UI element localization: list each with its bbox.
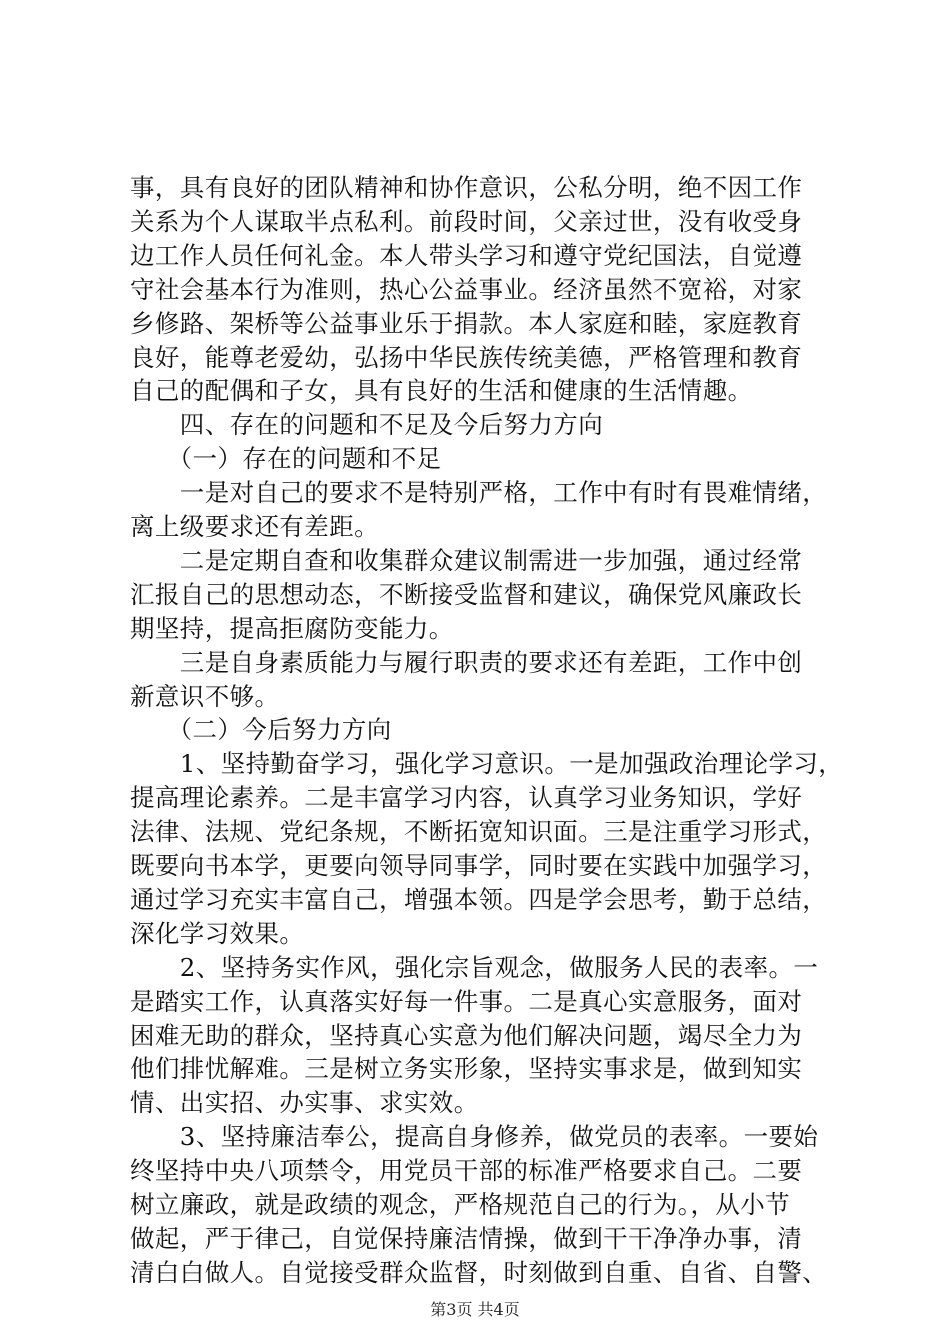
text-line: 3、坚持廉洁奉公，提高自身修养，做党员的表率。一要始 (130, 1122, 819, 1152)
text-line: 法律、法规、党纪条规，不断拓宽知识面。三是注重学习形式， (130, 817, 828, 847)
text-line: 事，具有良好的团队精神和协作意识，公私分明，绝不因工作 (130, 173, 803, 202)
text-line: 守社会基本行为准则，热心公益事业。经济虽然不宽裕，对家 (130, 274, 803, 304)
text-line: 关系为个人谋取半点私利。前段时间，父亲过世，没有收受身 (130, 206, 803, 236)
text-line: 困难无助的群众，坚持真心实意为他们解决问题，竭尽全力为 (130, 1020, 803, 1050)
text-line: 新意识不够。 (130, 681, 280, 711)
text-line: 期坚持，提高拒腐防变能力。 (130, 613, 454, 643)
text-line: 提高理论素养。二是丰富学习内容，认真学习业务知识，学好 (130, 783, 803, 813)
text-line: 他们排忧解难。三是树立务实形象，坚持实事求是，做到知实 (130, 1054, 803, 1084)
text-line: （一）存在的问题和不足 (130, 444, 442, 474)
text-line: 情、出实招、办实事、求实效。 (130, 1088, 479, 1118)
text-line: 乡修路、架桥等公益事业乐于捐款。本人家庭和睦，家庭教育 (130, 308, 803, 338)
text-line: 自己的配偶和子女，具有良好的生活和健康的生活情趣。 (130, 376, 753, 406)
page-footer: 第3页 共4页 (430, 1300, 520, 1319)
text-line: 深化学习效果。 (130, 918, 305, 948)
text-line: 离上级要求还有差距。 (130, 512, 379, 541)
text-line: 终坚持中央八项禁令，用党员干部的标准严格要求自己。二要 (130, 1156, 803, 1186)
text-line: 1、坚持勤奋学习，强化学习意识。一是加强政治理论学习， (130, 749, 844, 779)
text-line: （二）今后努力方向 (130, 715, 392, 745)
text-line: 做起，严于律己，自觉保持廉洁情操，做到干干净净办事，清 (130, 1223, 803, 1253)
text-line: 四、存在的问题和不足及今后努力方向 (130, 410, 604, 440)
text-line: 树立廉政，就是政绩的观念，严格规范自己的行为。，从小节 (130, 1190, 791, 1219)
text-line: 三是自身素质能力与履行职责的要求还有差距，工作中创 (130, 647, 803, 677)
text-line: 通过学习充实丰富自己，增强本领。四是学会思考，勤于总结， (130, 884, 828, 914)
text-line: 一是对自己的要求不是特别严格，工作中有时有畏难情绪， (130, 478, 828, 508)
text-line: 边工作人员任何礼金。本人带头学习和遵守党纪国法，自觉遵 (130, 240, 803, 270)
text-line: 既要向书本学，更要向领导同事学，同时要在实践中加强学习， (130, 851, 828, 880)
text-line: 清白白做人。自觉接受群众监督，时刻做到自重、自省、自警、 (130, 1257, 828, 1287)
text-line: 是踏实工作，认真落实好每一件事。二是真心实意服务，面对 (130, 986, 803, 1016)
text-line: 二是定期自查和收集群众建议制需进一步加强，通过经常 (130, 545, 803, 575)
text-line: 2、坚持务实作风，强化宗旨观念，做服务人民的表率。一 (130, 952, 819, 982)
text-line: 汇报自己的思想动态，不断接受监督和建议，确保党风廉政长 (130, 579, 803, 609)
text-line: 良好，能尊老爱幼，弘扬中华民族传统美德，严格管理和教育 (130, 342, 803, 372)
